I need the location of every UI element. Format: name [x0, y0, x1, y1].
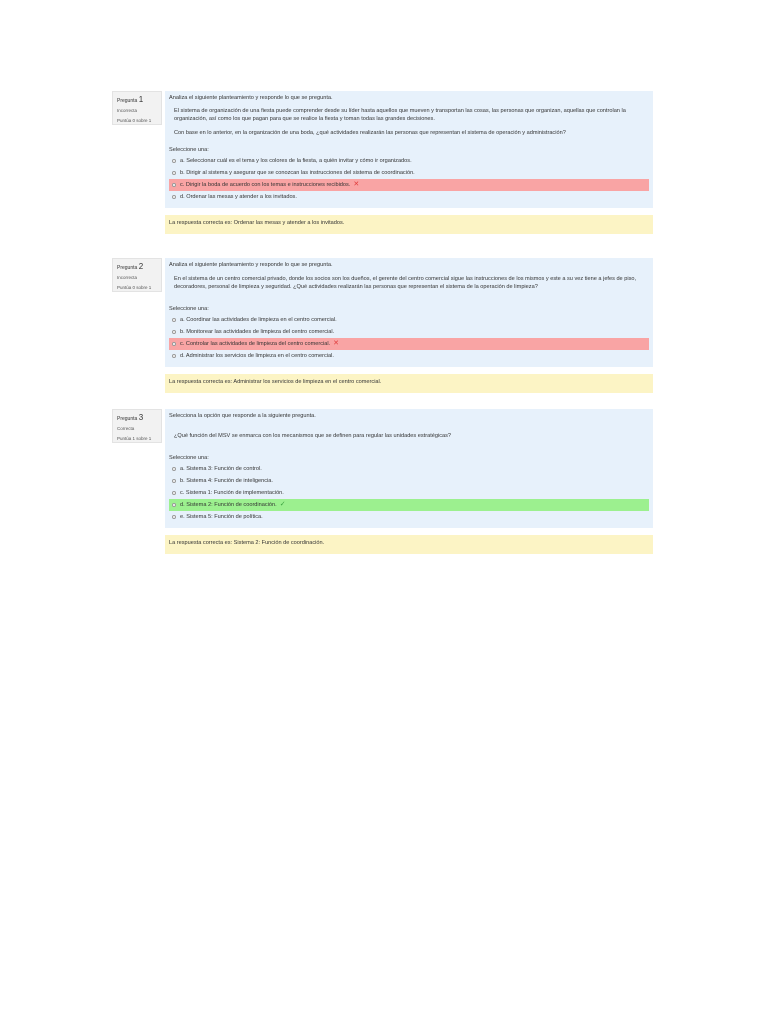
- incorrect-icon: ✕: [353, 181, 360, 188]
- radio-button[interactable]: [172, 183, 176, 187]
- question-state: Incorrecta: [117, 275, 138, 280]
- radio-button[interactable]: [172, 515, 176, 519]
- radio-button[interactable]: [172, 159, 176, 163]
- question-formulation: [165, 409, 653, 528]
- question-state: Correcta: [117, 426, 135, 431]
- radio-button[interactable]: [172, 467, 176, 471]
- answer-option-a[interactable]: a. Seleccionar cuál es el tema y los colores de la fiesta, a quién invitar y cómo ir organizados.: [169, 155, 649, 167]
- question-info: [112, 409, 162, 443]
- question-content: [165, 409, 653, 554]
- question-text: En el sistema de un centro comercial privado, donde los socios son los dueños, el gerente del centro comercial sigue las instrucciones de los mismos y este a su vez tiene a jefes de piso, decoradores, personal de limpieza y seguridad. ¿Qué actividades realizarán las personas que representan el sistema de la operación de limpieza?: [174, 276, 637, 290]
- radio-button[interactable]: [172, 318, 176, 322]
- correct-answer-feedback: La respuesta correcta es: Sistema 2: Función de coordinación.: [165, 535, 653, 554]
- answer-option-d[interactable]: d. Administrar los servicios de limpieza en el centro comercial.: [169, 350, 649, 362]
- answer-options: [169, 463, 649, 523]
- question-number: Pregunta 1: [117, 95, 144, 104]
- question-grade: Puntúa 0 sobre 1: [117, 118, 152, 123]
- question-formulation: [165, 91, 653, 208]
- radio-button[interactable]: [172, 354, 176, 358]
- answer-option-a[interactable]: a. Coordinar las actividades de limpieza en el centro comercial.: [169, 314, 649, 326]
- radio-button[interactable]: [172, 503, 176, 507]
- radio-button[interactable]: [172, 342, 176, 346]
- correct-answer-feedback: La respuesta correcta es: Ordenar las mesas y atender a los invitados.: [165, 215, 653, 234]
- answer-option-a[interactable]: a. Sistema 3: Función de control.: [169, 463, 649, 475]
- question-content: [165, 258, 653, 393]
- answer-option-e[interactable]: e. Sistema 5: Función de política.: [169, 511, 649, 523]
- answer-option-c[interactable]: c. Dirigir la boda de acuerdo con los temas e instrucciones recibidos. ✕: [169, 179, 649, 191]
- question-intro: Selecciona la opción que responde a la siguiente pregunta.: [169, 413, 316, 419]
- answer-option-c[interactable]: c. Sistema 1: Función de implementación.: [169, 487, 649, 499]
- question-grade: Puntúa 1 sobre 1: [117, 436, 152, 441]
- answer-prompt: Seleccione una:: [169, 147, 209, 153]
- radio-button[interactable]: [172, 491, 176, 495]
- question-state: Incorrecta: [117, 108, 138, 113]
- question-info: [112, 258, 162, 292]
- answer-prompt: Seleccione una:: [169, 455, 209, 461]
- answer-option-c[interactable]: c. Controlar las actividades de limpieza del centro comercial. ✕: [169, 338, 649, 350]
- answer-option-b[interactable]: b. Dirigir al sistema y asegurar que se conozcan las instrucciones del sistema de coordinación.: [169, 167, 649, 179]
- answer-option-b[interactable]: b. Monitorear las actividades de limpieza del centro comercial.: [169, 326, 649, 338]
- question-intro: Analiza el siguiente planteamiento y responde lo que se pregunta.: [169, 95, 333, 101]
- answer-prompt: Seleccione una:: [169, 306, 209, 312]
- question-grade: Puntúa 0 sobre 1: [117, 285, 152, 290]
- answer-option-b[interactable]: b. Sistema 4: Función de inteligencia.: [169, 475, 649, 487]
- question-text-2: Con base en lo anterior, en la organización de una boda, ¿qué actividades realizarán las personas que representan el sistema de operación y administración?: [174, 130, 566, 136]
- answer-option-d[interactable]: d. Sistema 2: Función de coordinación. ✓: [169, 499, 649, 511]
- radio-button[interactable]: [172, 330, 176, 334]
- radio-button[interactable]: [172, 195, 176, 199]
- incorrect-icon: ✕: [333, 340, 340, 347]
- correct-answer-feedback: La respuesta correcta es: Administrar los servicios de limpieza en el centro comercial.: [165, 374, 653, 393]
- radio-button[interactable]: [172, 479, 176, 483]
- answer-option-d[interactable]: d. Ordenar las mesas y atender a los invitados.: [169, 191, 649, 203]
- question-number: Pregunta 3: [117, 413, 144, 422]
- question-text: El sistema de organización de una fiesta puede comprender desde su líder hasta aquellos que mueven y transportan las cosas, las personas que organizan, aquellas que controlan la organización, así como los que pagan para que se realice la fiesta y toman todas las grandes decisiones.: [174, 108, 626, 122]
- answer-options: [169, 155, 649, 203]
- correct-icon: ✓: [279, 501, 286, 508]
- question-intro: Analiza el siguiente planteamiento y responde lo que se pregunta.: [169, 262, 333, 268]
- question-content: [165, 91, 653, 234]
- question-number: Pregunta 2: [117, 262, 144, 271]
- question-formulation: [165, 258, 653, 367]
- question-info: [112, 91, 162, 125]
- radio-button[interactable]: [172, 171, 176, 175]
- question-text: ¿Qué función del MSV se enmarca con los mecanismos que se definen para regular las unidades estratégicas?: [174, 433, 452, 439]
- answer-options: [169, 314, 649, 362]
